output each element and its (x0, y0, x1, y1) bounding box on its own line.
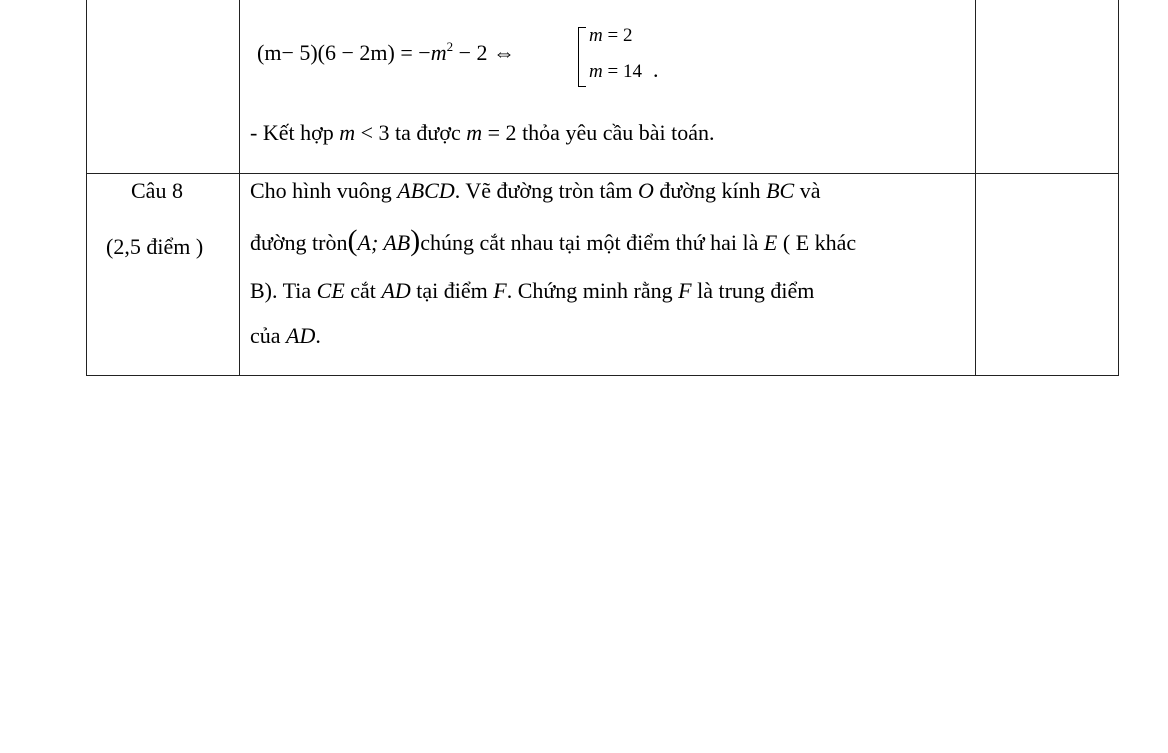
table-border-left (86, 0, 87, 376)
table-border-col1 (239, 0, 240, 376)
equation-line: $(m- 5)(6 - 2m) = -m^2 - 2$ ⇔ (257, 39, 515, 65)
problem-line-1: Cho hình vuông ABCD. Vẽ đường tròn tâm O đường kính BC và (250, 178, 821, 203)
problem-line-3: B). Tia CE cắt AD tại điểm F. Chứng minh rằng F là trung điểm (250, 278, 815, 303)
problem-line-2: đường tròn(A; AB)chúng cắt nhau tại một điểm thứ hai là E ( E khác (250, 224, 857, 257)
table-border-bottom (86, 375, 1119, 376)
problem-line-4: của AD. (250, 323, 321, 348)
equation-end: . (653, 57, 659, 82)
table-row-divider (86, 173, 1119, 174)
case-1: m = 2 (589, 25, 633, 46)
conclusion-line: - Kết hợp m < 3 ta được m = 2 thỏa yêu cầu bài toán. (250, 120, 715, 145)
question-label: Câu 8 (131, 178, 183, 203)
table-border-col2 (975, 0, 976, 376)
table-border-right (1118, 0, 1119, 376)
case-2: m = 14 (589, 61, 642, 82)
case-bracket (578, 27, 586, 87)
question-points: (2,5 điểm ) (106, 234, 204, 259)
